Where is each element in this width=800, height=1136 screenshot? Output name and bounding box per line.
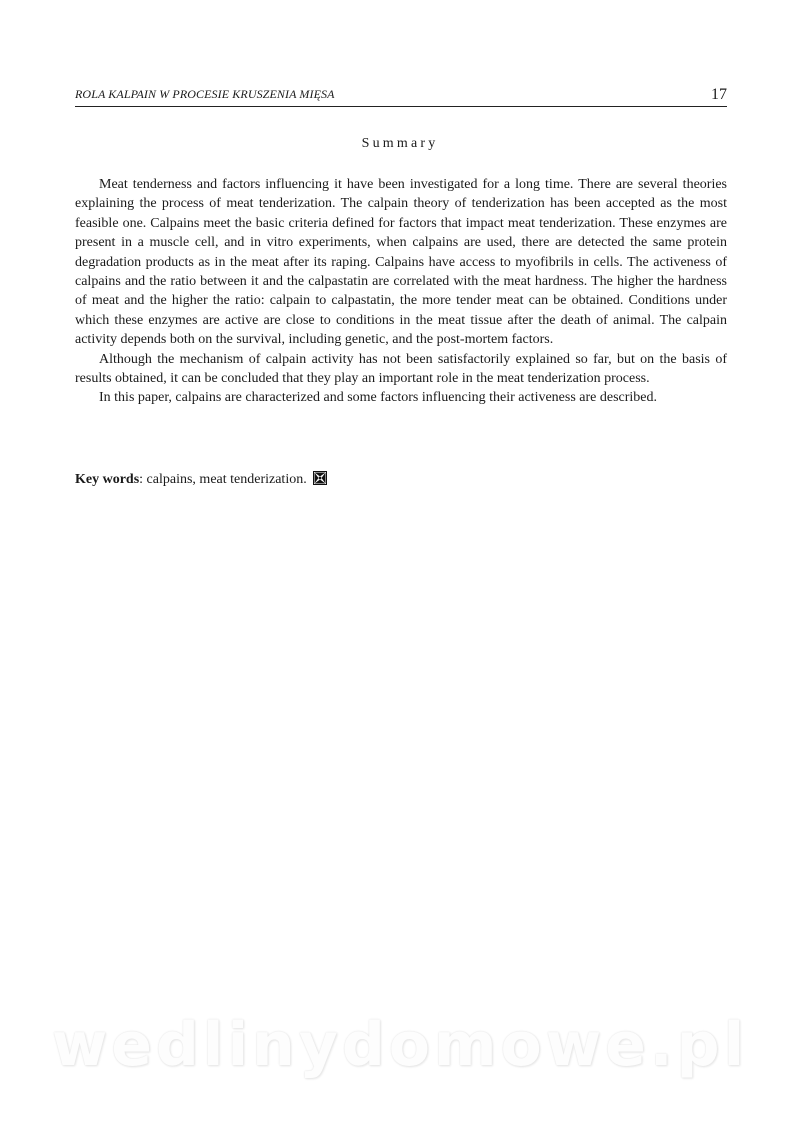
page-number: 17 [711, 86, 727, 103]
summary-body [75, 175, 727, 408]
summary-paragraph-3: In this paper, calpains are characterized and some factors influencing their activeness are described. [99, 390, 658, 406]
summary-paragraph-2: Although the mechanism of calpain activity has not been satisfactorily explained so far, but on the basis of results obtained, it can be concluded that they play an important role in the meat tenderization process. [75, 351, 727, 387]
watermark: wedlinydomowe.pl [51, 1010, 749, 1080]
keywords-text: : calpains, meat tenderization. [139, 472, 307, 487]
keywords-line [75, 470, 327, 489]
running-head [75, 82, 727, 107]
summary-paragraph-1: Meat tenderness and factors influencing it have been investigated for a long time. There are several theories explaining the process of meat tenderization. The calpain theory of tenderization has been accepted as the most feasible one. Calpains meet the basic criteria defined for factors that impact meat tenderization. These enzymes are present in a muscle cell, and in vitro experiments, when calpains are used, there are detected the same protein degradation products as in the meat after its raping. Calpains have access to myofibrils in cells. The activeness of calpains and the ratio between it and the calpastatin are correlated with the meat hardness. The higher the hardness of meat and the higher the ratio: calpain to calpastatin, the more tender meat can be obtained. Conditions under which these enzymes are active are close to conditions in the meat tissue after the death of animal. The calpain activity depends both on the survival, including genetic, and the post-mortem factors. [75, 177, 727, 348]
running-title: ROLA KALPAIN W PROCESIE KRUSZENIA MIĘSA [75, 87, 335, 101]
summary-heading: Summary [361, 136, 439, 151]
keywords-label: Key words [75, 472, 140, 487]
end-of-article-icon [313, 471, 327, 485]
